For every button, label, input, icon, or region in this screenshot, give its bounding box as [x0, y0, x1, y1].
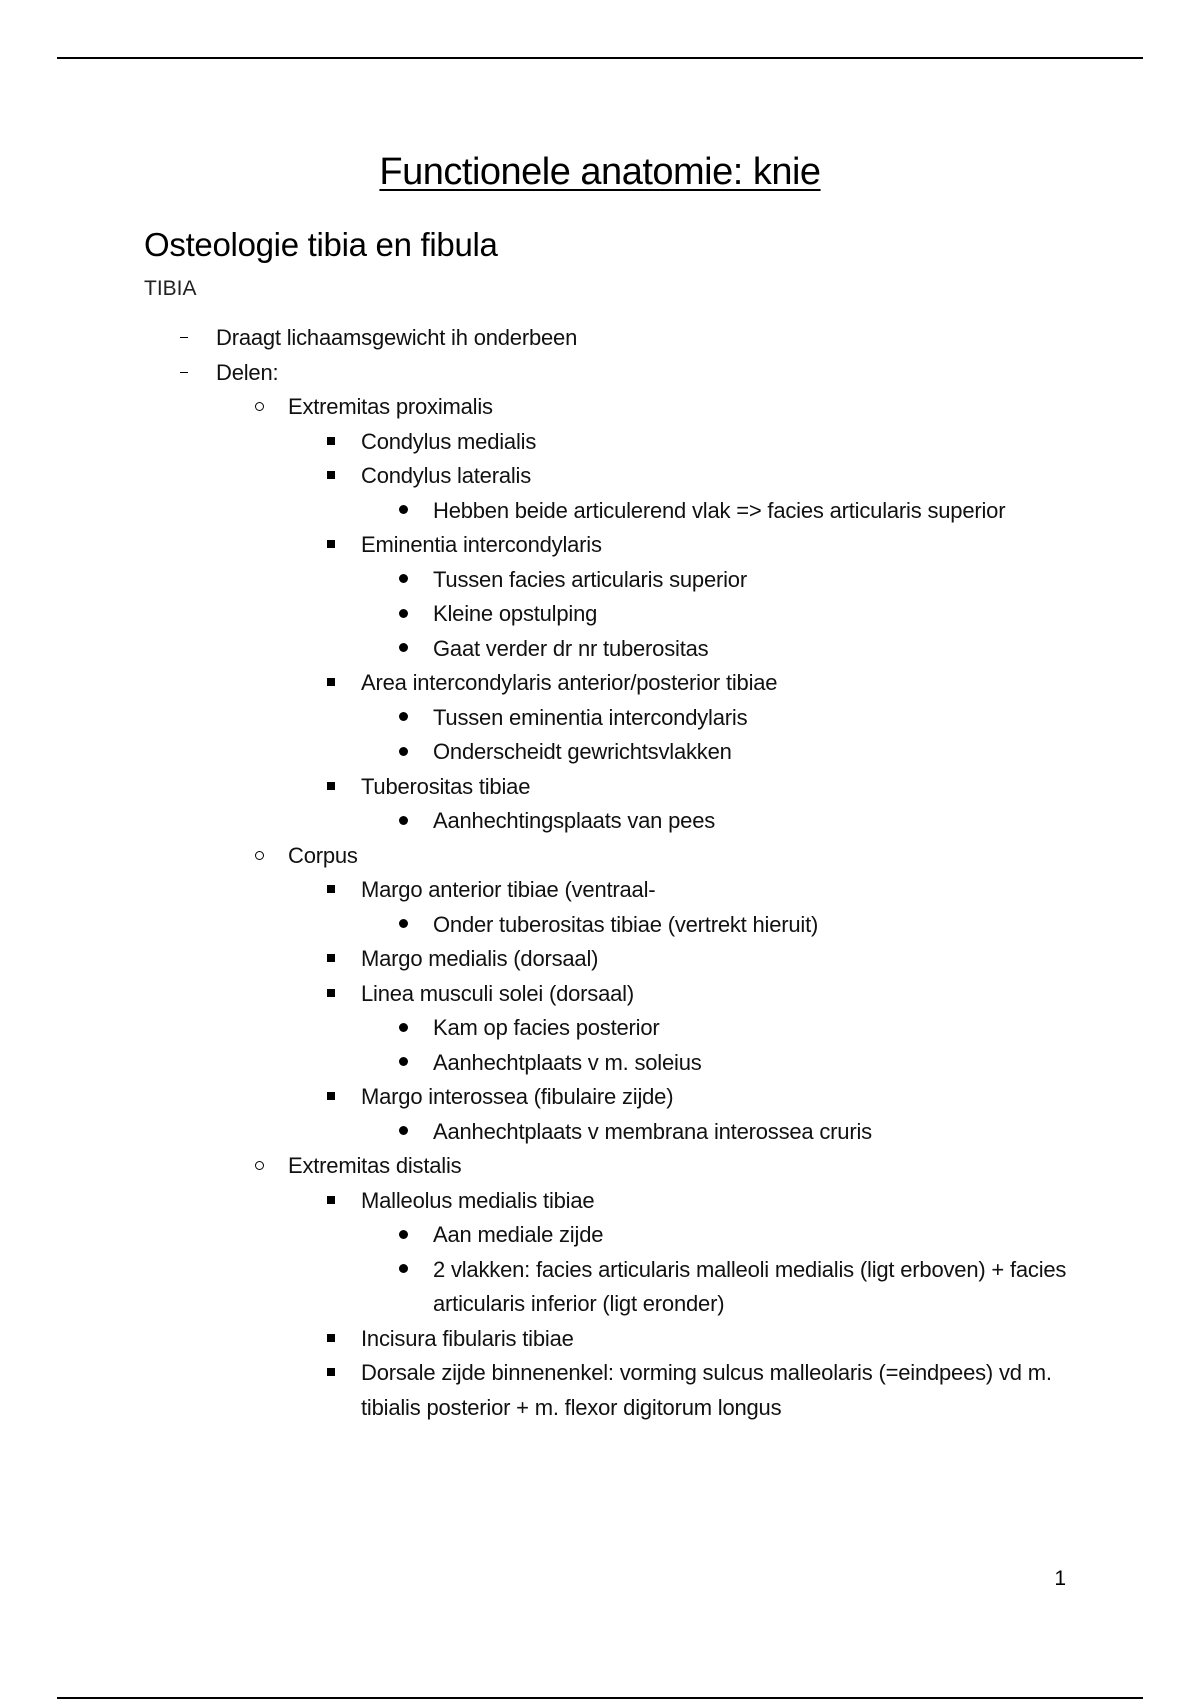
- outline-item-text: Onderscheidt gewrichtsvlakken: [433, 739, 732, 764]
- outline-item-text: Kam op facies posterior: [433, 1015, 660, 1040]
- bullet-icon: [393, 563, 413, 598]
- outline-item-level-4: [0, 1046, 1073, 1081]
- outline-item-text: Extremitas distalis: [288, 1153, 462, 1178]
- outline-item-level-3: [0, 1184, 1200, 1219]
- outline-item-level-4: [0, 1011, 1073, 1046]
- outline-item-level-3: [0, 666, 1200, 701]
- outline-item-text: 2 vlakken: facies articularis malleoli medialis (ligt erboven) + facies articularis inferior (ligt eronder): [433, 1256, 1067, 1316]
- outline-item-text: Kleine opstulping: [433, 601, 598, 626]
- document-title: Functionele anatomie: knie: [379, 151, 821, 193]
- outline-item-text: Aanhechtingsplaats van pees: [433, 808, 716, 833]
- section-heading: Osteologie tibia en fibula: [144, 226, 498, 263]
- header-rule: [57, 57, 1143, 59]
- outline-item-level-3: [0, 873, 1200, 908]
- outline-item-level-3: [0, 425, 1200, 460]
- outline-item-text: Linea musculi solei (dorsaal): [361, 980, 634, 1006]
- bullet-icon: [393, 804, 413, 839]
- circle-icon: [249, 839, 269, 874]
- outline-item-level-3: [0, 459, 1200, 494]
- square-icon: [321, 459, 341, 494]
- outline-item-text: Tussen facies articularis superior: [433, 566, 747, 592]
- square-icon: [321, 770, 341, 805]
- outline-item-text: Area intercondylaris anterior/posterior tibiae: [361, 670, 778, 695]
- square-icon: [321, 1322, 341, 1357]
- outline-item-text: Hebben beide articulerend vlak => facies articularis superior: [433, 497, 1006, 523]
- bullet-icon: [393, 632, 413, 667]
- outline-item-text: Draagt lichaamsgewicht ih onderbeen: [216, 325, 578, 350]
- outline-item-text: Malleolus medialis tibiae: [361, 1187, 595, 1213]
- outline-item-level-4: [0, 735, 1073, 770]
- outline-list: [0, 321, 1200, 1425]
- square-icon: [321, 1356, 341, 1391]
- subsection-heading: TIBIA: [144, 277, 197, 300]
- outline-item-level-4: [0, 701, 1073, 736]
- outline-item-level-3: [0, 1356, 1200, 1425]
- square-icon: [321, 1184, 341, 1219]
- square-icon: [321, 425, 341, 460]
- outline-item-level-4: [0, 632, 1073, 667]
- outline-item-level-1: [0, 356, 1200, 391]
- bullet-icon: [393, 1115, 413, 1150]
- outline-item-text: Aanhechtplaats v membrana interossea cruris: [433, 1118, 872, 1144]
- bullet-icon: [393, 1253, 413, 1288]
- outline-item-level-4: [0, 1253, 1073, 1322]
- outline-item-text: Eminentia intercondylaris: [361, 532, 602, 557]
- outline-item-text: Margo medialis (dorsaal): [361, 946, 599, 971]
- outline-item-text: Condylus medialis: [361, 428, 537, 454]
- outline-item-level-3: [0, 942, 1200, 977]
- bullet-icon: [393, 1218, 413, 1253]
- dash-icon: [174, 321, 194, 356]
- circle-icon: [249, 1149, 269, 1184]
- outline-item-text: Incisura fibularis tibiae: [361, 1325, 574, 1351]
- page-number: 1: [1054, 1567, 1066, 1590]
- footer-rule: [57, 1697, 1143, 1699]
- outline-item-text: Delen:: [216, 359, 279, 385]
- bullet-icon: [393, 597, 413, 632]
- circle-icon: [249, 390, 269, 425]
- square-icon: [321, 873, 341, 908]
- outline-item-level-2: [0, 390, 1200, 425]
- outline-item-text: Tuberositas tibiae: [361, 773, 531, 799]
- outline-item-text: Condylus lateralis: [361, 463, 532, 488]
- outline-item-level-4: [0, 1218, 1073, 1253]
- outline-item-text: Onder tuberositas tibiae (vertrekt hieruit): [433, 911, 819, 937]
- square-icon: [321, 977, 341, 1012]
- outline-item-level-3: [0, 1322, 1200, 1357]
- outline-item-text: Dorsale zijde binnenenkel: vorming sulcus malleolaris (=eindpees) vd m. tibialis posterior + m. flexor digitorum longus: [361, 1360, 1052, 1420]
- outline-item-level-4: [0, 597, 1073, 632]
- outline-item-level-3: [0, 977, 1200, 1012]
- outline-item-text: Corpus: [288, 842, 358, 868]
- square-icon: [321, 666, 341, 701]
- outline-item-level-4: [0, 804, 1073, 839]
- outline-item-level-4: [0, 563, 1073, 598]
- outline-item-level-1: [0, 321, 1200, 356]
- outline-item-level-3: [0, 1080, 1200, 1115]
- outline-item-level-4: [0, 494, 1073, 529]
- outline-item-level-2: [0, 1149, 1200, 1184]
- outline-item-text: Extremitas proximalis: [288, 394, 493, 419]
- bullet-icon: [393, 908, 413, 943]
- outline-item-text: Aan mediale zijde: [433, 1222, 604, 1247]
- square-icon: [321, 1080, 341, 1115]
- outline-item-text: Margo anterior tibiae (ventraal-: [361, 877, 656, 902]
- outline-item-level-3: [0, 528, 1200, 563]
- outline-item-text: Aanhechtplaats v m. soleius: [433, 1049, 702, 1075]
- outline-item-level-4: [0, 1115, 1073, 1150]
- outline-item-text: Tussen eminentia intercondylaris: [433, 704, 748, 730]
- bullet-icon: [393, 701, 413, 736]
- outline-item-level-3: [0, 770, 1200, 805]
- bullet-icon: [393, 494, 413, 529]
- outline-item-level-4: [0, 908, 1073, 943]
- square-icon: [321, 942, 341, 977]
- outline-item-text: Gaat verder dr nr tuberositas: [433, 635, 709, 661]
- outline-item-text: Margo interossea (fibulaire zijde): [361, 1084, 674, 1109]
- bullet-icon: [393, 735, 413, 770]
- bullet-icon: [393, 1011, 413, 1046]
- dash-icon: [174, 356, 194, 391]
- square-icon: [321, 528, 341, 563]
- outline-item-level-2: [0, 839, 1200, 874]
- bullet-icon: [393, 1046, 413, 1081]
